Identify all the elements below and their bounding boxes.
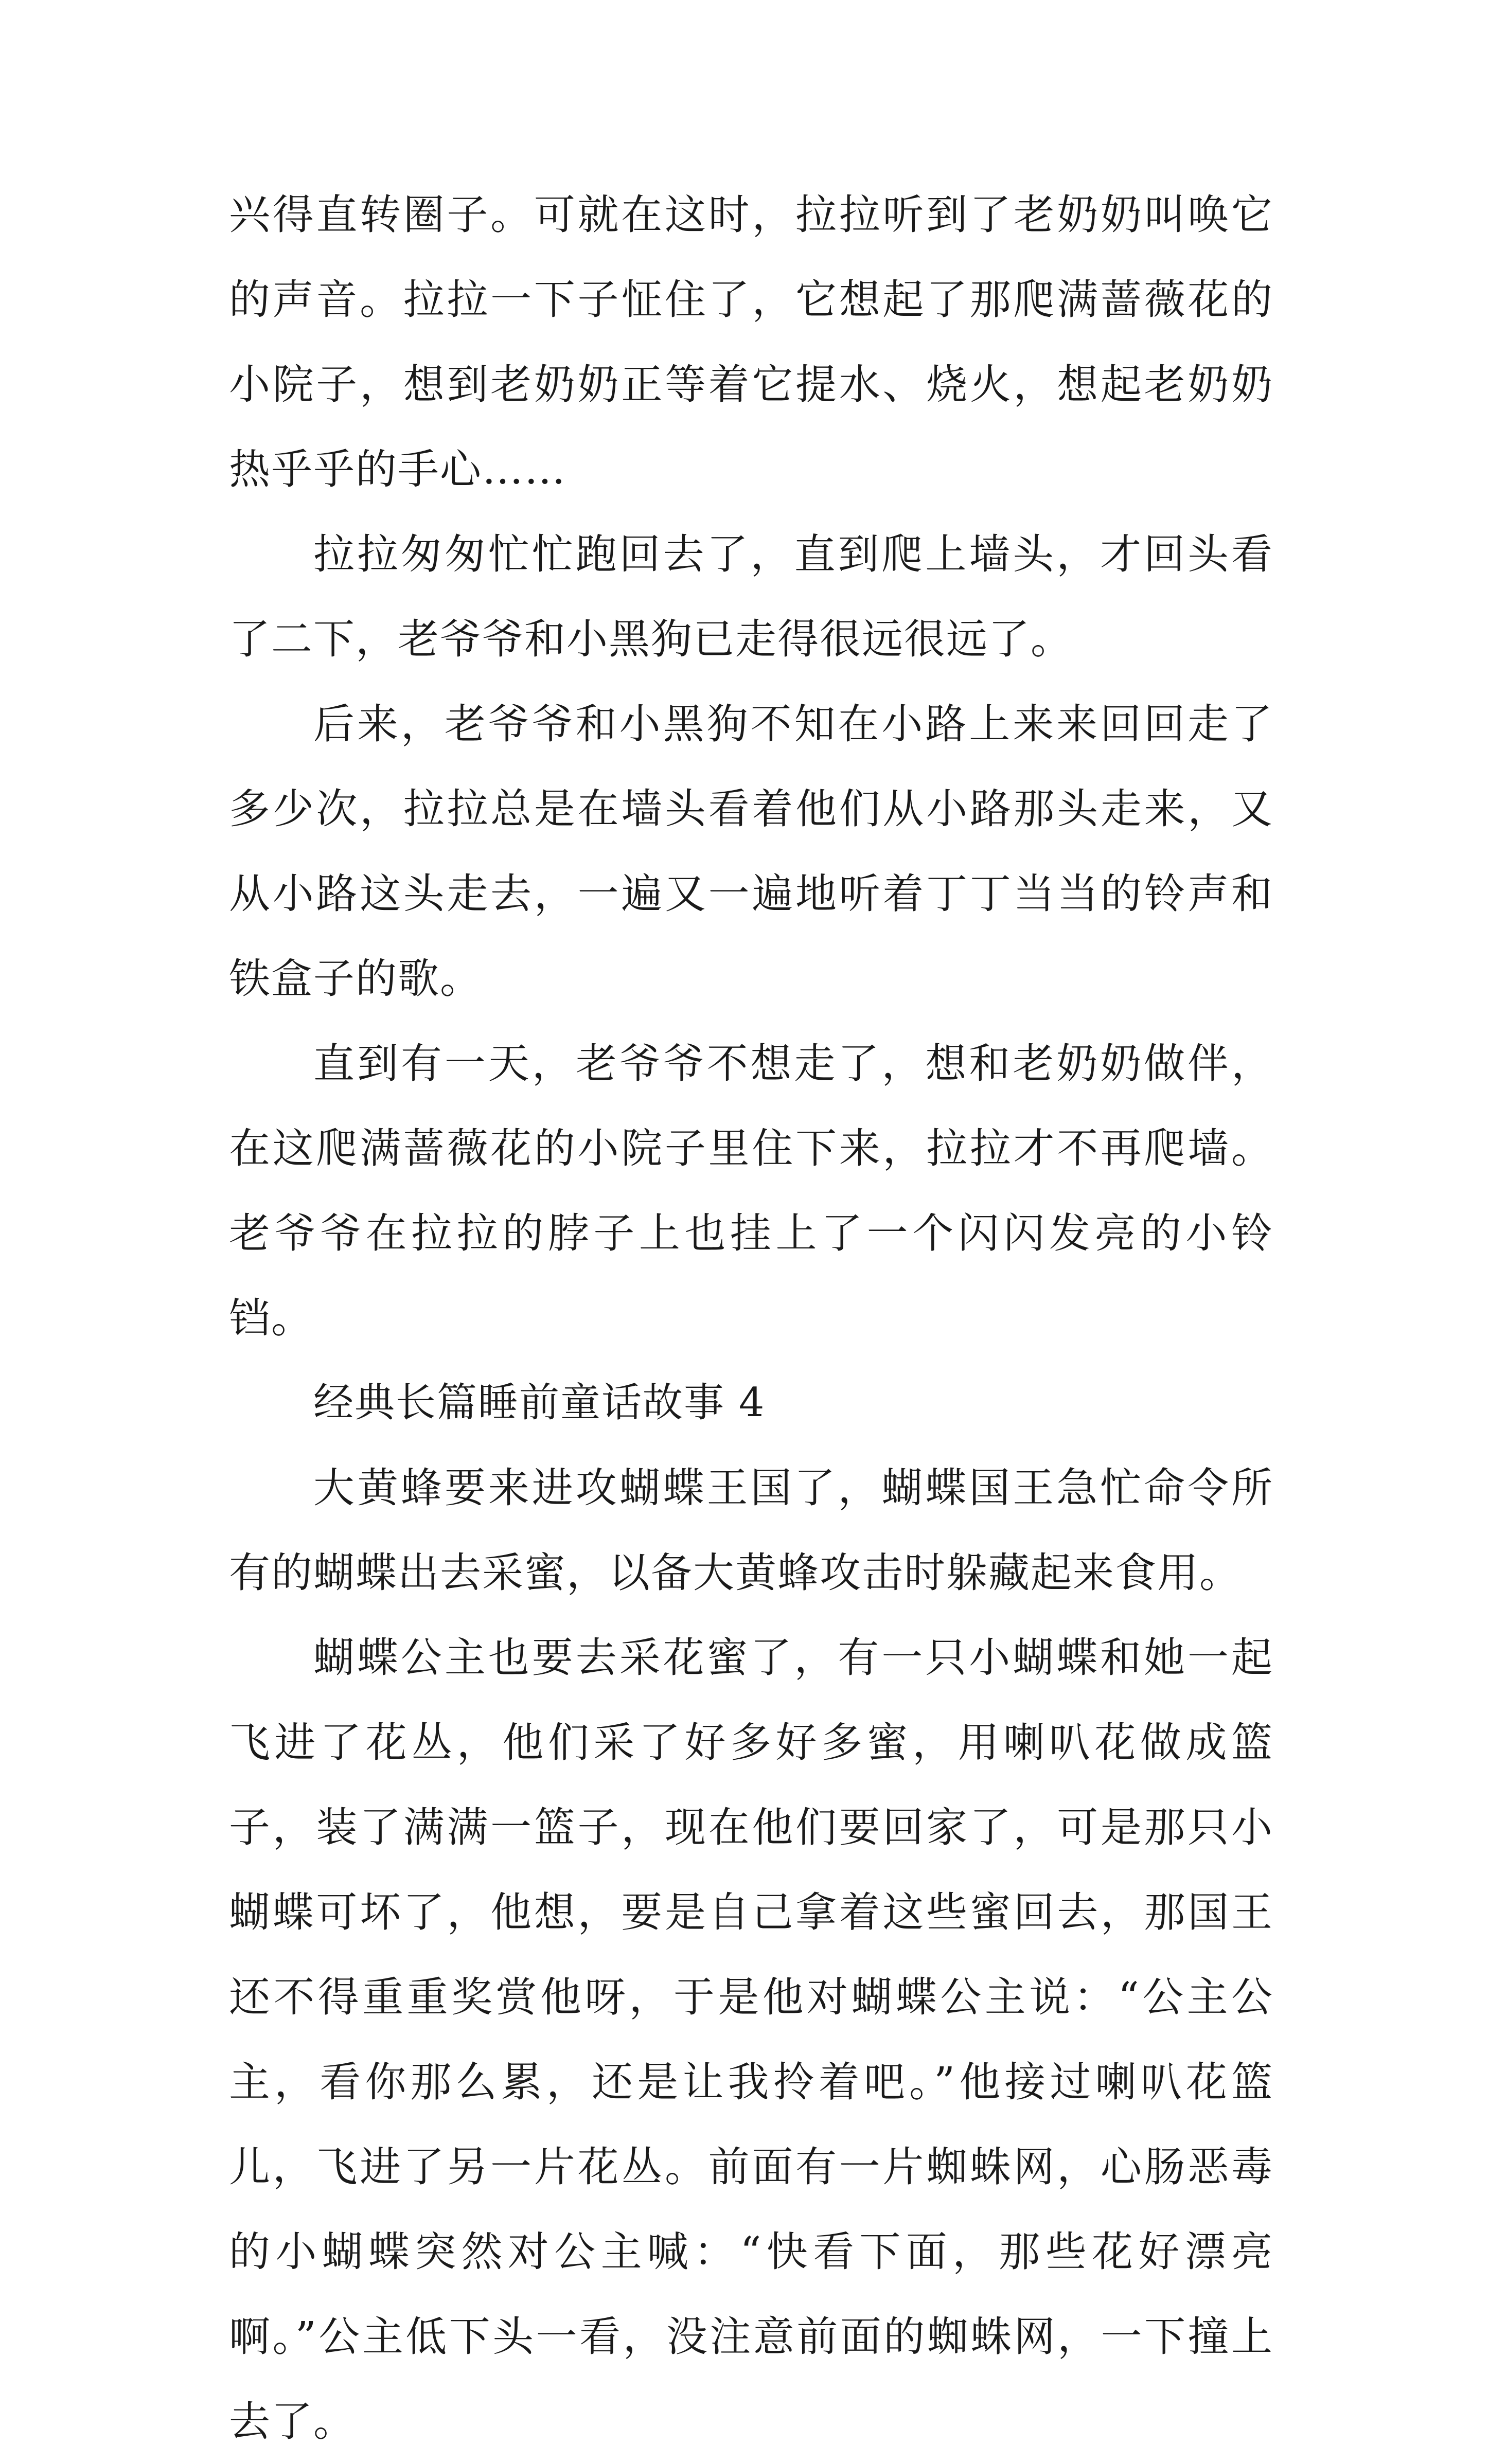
paragraph-4: 直到有一天，老爷爷不想走了，想和老奶奶做伴，在这爬满蔷薇花的小院子里住下来，拉拉才不再爬墙。老爷爷在拉拉的脖子上也挂上了一个闪闪发亮的小铃铛。 bbox=[229, 1040, 1273, 1342]
document-body bbox=[229, 172, 1273, 2464]
paragraph-2: 拉拉匆匆忙忙跑回去了，直到爬上墙头，才回头看了二下，老爷爷和小黑狗已走得很远很远了。 bbox=[229, 530, 1273, 663]
paragraph-1: 兴得直转圈子。可就在这时，拉拉听到了老奶奶叫唤它的声音。拉拉一下子怔住了，它想起了那爬满蔷薇花的小院子，想到老奶奶正等着它提水、烧火，想起老奶奶热乎乎的手心…… bbox=[229, 191, 1273, 493]
story-heading: 经典长篇睡前童话故事 4 bbox=[313, 1380, 766, 1426]
paragraph-6: 蝴蝶公主也要去采花蜜了，有一只小蝴蝶和她一起飞进了花丛，他们采了好多好多蜜，用喇叭花做成篮子，装了满满一篮子，现在他们要回家了，可是那只小蝴蝶可坏了，他想，要是自己拿着这些蜜回去，那国王还不得重重奖赏他呀，于是他对蝴蝶公主说：“公主公主，看你那么累，还是让我拎着吧。”他接过喇叭花篮儿，飞进了另一片花丛。前面有一片蜘蛛网，心肠恶毒的小蝴蝶突然对公主喊：“快看下面，那些花好漂亮啊。”公主低下头一看，没注意前面的蜘蛛网，一下撞上去了。 bbox=[229, 1634, 1273, 2445]
paragraph-3: 后来，老爷爷和小黑狗不知在小路上来来回回走了多少次，拉拉总是在墙头看着他们从小路那头走来，又从小路这头走去，一遍又一遍地听着丁丁当当的铃声和铁盒子的歌。 bbox=[229, 700, 1273, 1003]
paragraph-5: 大黄蜂要来进攻蝴蝶王国了，蝴蝶国王急忙命令所有的蝴蝶出去采蜜，以备大黄蜂攻击时躲藏起来食用。 bbox=[229, 1464, 1273, 1597]
